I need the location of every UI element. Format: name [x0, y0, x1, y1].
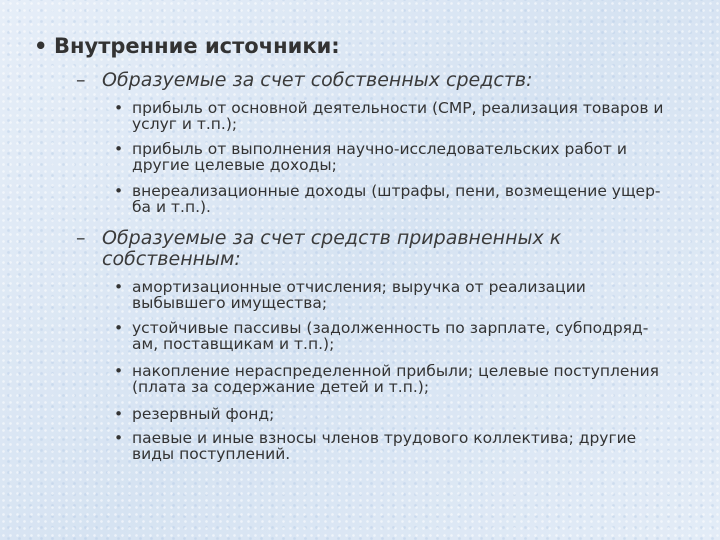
list-item-text: внереализационные доходы (штрафы, пени, возмещение ущер-ба и т.п.).	[132, 182, 661, 216]
list-item-text: накопление нераспределенной прибыли; целевые поступления (плата за содержание детей и т.п.);	[132, 362, 659, 396]
subheading-equivalent-funds	[76, 228, 602, 271]
list-item-text: прибыль от выполнения научно-исследовательских работ и другие целевые доходы;	[132, 140, 627, 174]
list-item	[114, 364, 674, 396]
list-item-text: устойчивые пассивы (задолженность по зарплате, субподряд-ам, поставщикам и т.п.);	[132, 319, 649, 353]
bullet-icon: •	[114, 99, 124, 117]
list-item	[114, 407, 674, 423]
dash-icon: –	[76, 227, 86, 249]
subheading-text: Образуемые за счет средств приравненных к собственным:	[102, 227, 562, 271]
subheading-text: Образуемые за счет собственных средств:	[102, 69, 533, 91]
list-item	[114, 142, 674, 174]
bullet-icon: •	[114, 319, 124, 337]
list-item	[114, 280, 674, 312]
bullet-icon: •	[114, 362, 124, 380]
main-bullet	[34, 34, 340, 59]
list-item	[114, 431, 674, 463]
main-heading: Внутренние источники:	[54, 34, 340, 58]
bullet-icon: •	[34, 34, 48, 58]
subheading-own-funds	[76, 70, 602, 91]
bullet-icon: •	[114, 429, 124, 447]
list-item	[114, 184, 674, 216]
bullet-icon: •	[114, 182, 124, 200]
list-item	[114, 101, 674, 133]
bullet-icon: •	[114, 278, 124, 296]
bullet-icon: •	[114, 405, 124, 423]
dash-icon: –	[76, 69, 86, 91]
list-item	[114, 321, 674, 353]
list-item-text: прибыль от основной деятельности (СМР, реализация товаров и услуг и т.п.);	[132, 99, 664, 133]
bullet-icon: •	[114, 140, 124, 158]
list-item-text: паевые и иные взносы членов трудового коллектива; другие виды поступлений.	[132, 429, 637, 463]
list-item-text: резервный фонд;	[132, 405, 275, 423]
list-item-text: амортизационные отчисления; выручка от реализации выбывшего имущества;	[132, 278, 586, 312]
